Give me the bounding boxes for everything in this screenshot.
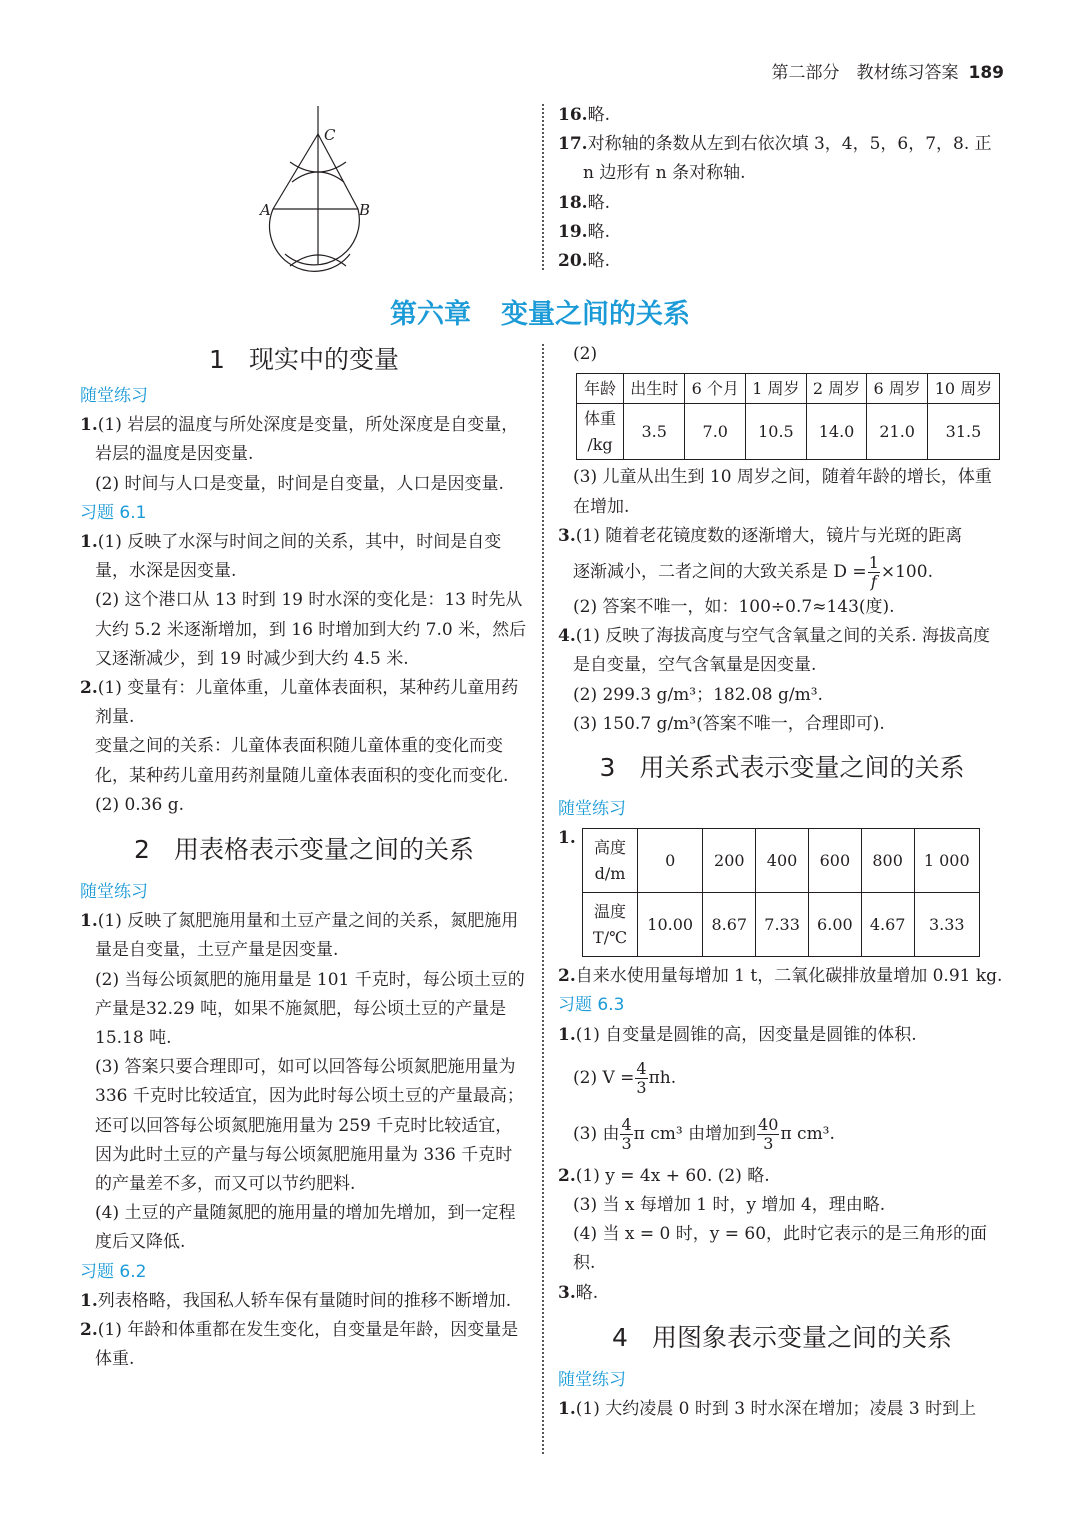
- text-line: (1) 反映了水深与时间之间的关系，其中，时间是自变量，水深是因变量.: [95, 532, 502, 582]
- text-line: 略.: [575, 1282, 599, 1303]
- text-line: 18.: [558, 192, 588, 213]
- text-line: 对称轴的条数从左到右依次填 3，4，5，6，7，8. 正 n 边形有 n 条对称轴.: [583, 134, 992, 184]
- text-line: 4.67: [861, 893, 914, 957]
- text-line: 2: [134, 835, 150, 865]
- paragraph: [558, 189, 1006, 218]
- fraction-4-3-b: [620, 1116, 632, 1153]
- paragraph: [558, 218, 1006, 247]
- text-line: 温度 T/℃: [583, 893, 638, 957]
- paragraph: [558, 1162, 1006, 1191]
- exercise-6-1-heading: 习题 6.1: [80, 502, 147, 523]
- page-header: [772, 58, 1005, 83]
- text-line: π cm³.: [780, 1123, 835, 1144]
- fraction-1-over-f: [868, 554, 880, 591]
- text-line: 8.67: [703, 893, 756, 957]
- text-line: f: [870, 572, 877, 592]
- table-part: [583, 893, 980, 957]
- s4-practice-heading: 随堂练习: [558, 1369, 626, 1390]
- text-line: 2 周岁: [806, 374, 867, 404]
- s2-practice-heading: 随堂练习: [80, 882, 148, 903]
- text-line: 用关系式表示变量之间的关系: [639, 753, 965, 783]
- paragraph: [558, 1021, 1006, 1050]
- text-line: (3) 答案只要合理即可，如可以回答每公顷氮肥施用量为336 千克时比较适宜，因为此时每公顷土豆的产量最高；还可以回答每公顷氮肥施用量为 259 千克时比较适宜，因为此时土豆的产量与每公顷氮肥施用量为 336 千克时的产量差不多，而又可以节约肥料.: [95, 1057, 524, 1195]
- text-line: 21.0: [867, 404, 928, 460]
- text-line: 自来水使用量每增加 1 t，二氧化碳排放量增加 0.91 kg.: [575, 966, 1003, 987]
- text-line: 略.: [587, 105, 610, 125]
- age-weight-table: [576, 373, 1000, 460]
- text-line: 1.: [558, 1024, 576, 1045]
- paragraph: [558, 522, 1006, 551]
- text-line: (1) 反映了氮肥施用量和土豆产量之间的关系，氮肥施用量是自变量，土豆产量是因变量.: [95, 911, 519, 961]
- text-line: 1: [868, 553, 879, 573]
- text-line: 第六章: [390, 299, 471, 330]
- text-line: 用图象表示变量之间的关系: [651, 1322, 952, 1352]
- paragraph: [558, 1050, 1006, 1106]
- height-temperature-block: [558, 824, 1006, 962]
- text-line: 3: [621, 1133, 632, 1153]
- text-line: (1) 随着老花镜度数的逐渐增大，镜片与光斑的距离: [575, 525, 963, 546]
- paragraph: [558, 622, 1006, 680]
- text-line: 1 周岁: [746, 374, 807, 404]
- text-line: 年龄: [577, 374, 624, 404]
- text-line: (1) y = 4x + 60. (2) 略.: [575, 1165, 770, 1186]
- text-line: 1.: [80, 415, 98, 436]
- page-number: 189: [968, 63, 1004, 83]
- text-line: (2) 这个港口从 13 时到 19 时水深的变化是：13 时先从大约 5.2 米逐渐增加，到 16 时增加到大约 7.0 米，然后又逐渐减少，到 19 时减少到大约 4.5 米.: [95, 590, 527, 669]
- column-divider: [542, 344, 544, 1454]
- text-line: 10.5: [746, 404, 807, 460]
- text-line: 逐渐减小，二者之间的大致关系是 D =: [573, 562, 867, 583]
- text-line: 400: [756, 829, 809, 893]
- text-line: 1.: [80, 1290, 98, 1311]
- text-line: 4: [612, 1322, 628, 1352]
- label-b: B: [359, 201, 371, 219]
- left-column: [80, 340, 528, 1375]
- text-line: 3.5: [624, 404, 685, 460]
- paragraph: [80, 1287, 528, 1316]
- text-line: 现实中的变量: [248, 345, 399, 374]
- text-line: (1) 大约凌晨 0 时到 3 时水深在增加；凌晨 3 时到上: [575, 1399, 977, 1420]
- paragraph: [80, 528, 528, 586]
- text-line: 3.: [558, 525, 576, 546]
- text-line: (3) 儿童从出生到 10 周岁之间，随着年龄的增长，体重在增加.: [573, 467, 992, 517]
- table-part: [583, 829, 980, 893]
- s3-practice-heading: 随堂练习: [558, 799, 626, 820]
- label-c: C: [324, 126, 336, 144]
- text-line: 1: [209, 345, 225, 374]
- text-line: 3: [599, 753, 616, 783]
- height-temperature-table: [582, 828, 980, 957]
- text-line: 3.33: [914, 893, 979, 957]
- paragraph: [558, 247, 1006, 276]
- text-line: 出生时: [624, 374, 685, 404]
- text-line: 7.0: [685, 404, 746, 460]
- section-1-title: [80, 340, 528, 382]
- answers-16-20: [558, 101, 1006, 276]
- paragraph: [558, 962, 1006, 991]
- text-line: 1.: [80, 532, 98, 553]
- text-line: (4) 当 x = 0 时，y = 60，此时它表示的是三角形的面积.: [573, 1224, 988, 1274]
- text-line: (2) 答案不唯一，如：100÷0.7≈143(度).: [573, 597, 895, 618]
- text-line: 用表格表示变量之间的关系: [173, 835, 474, 865]
- paragraph: [558, 101, 1006, 130]
- text-line: 体重 /kg: [577, 404, 624, 460]
- text-line: 变量之间的关系：儿童体表面积随儿童体重的变化而变化，某种药儿童用药剂量随儿童体表面积的变化而变化.: [95, 736, 509, 786]
- paragraph: [80, 907, 528, 965]
- text-line: 4: [636, 1058, 647, 1078]
- text-line: 20.: [558, 251, 588, 272]
- text-line: (1) 岩层的温度与所处深度是变量，所处深度是自变量，岩层的温度是因变量.: [95, 415, 519, 465]
- paragraph: [558, 130, 1006, 188]
- text-line: (2) 当每公顷氮肥的施用量是 101 千克时，每公顷土豆的产量是32.29 吨，如果不施氮肥，每公顷土豆的产量是15.18 吨.: [95, 969, 525, 1049]
- fraction-40-3: [757, 1116, 779, 1153]
- text-line: 800: [861, 829, 914, 893]
- text-line: 2.: [80, 678, 98, 699]
- text-line: 6 周岁: [867, 374, 928, 404]
- table-part: [577, 404, 1000, 460]
- text-line: π cm³ 由增加到: [633, 1123, 757, 1144]
- text-line: 3.: [558, 1282, 576, 1303]
- s1-practice-heading: 随堂练习: [80, 386, 148, 406]
- text-line: 2.: [558, 966, 576, 987]
- right-column: [558, 340, 1006, 1424]
- text-line: (1) 变量有：儿童体重，儿童体表面积，某种药儿童用药剂量.: [95, 678, 519, 728]
- text-line: (2) 299.3 g/m³；182.08 g/m³.: [573, 684, 823, 705]
- paragraph: [558, 1395, 1006, 1424]
- text-line: 40: [758, 1114, 779, 1134]
- text-line: (3) 当 x 每增加 1 时，y 增加 4，理由略.: [573, 1195, 886, 1216]
- text-line: 4: [621, 1114, 632, 1134]
- text-line: 7.33: [756, 893, 809, 957]
- text-line: 1.: [80, 911, 98, 932]
- text-line: 1 000: [914, 829, 979, 893]
- construction-figure: [250, 104, 390, 274]
- label-a: A: [260, 201, 271, 219]
- text-line: 高度 d/m: [583, 829, 638, 893]
- text-line: 0: [638, 829, 703, 893]
- text-line: (2) 0.36 g.: [95, 794, 185, 815]
- text-line: 1.: [558, 828, 576, 849]
- text-line: 600: [808, 829, 861, 893]
- section-4-title: [558, 1308, 1006, 1366]
- paragraph: [80, 1316, 528, 1374]
- text-line: 19.: [558, 221, 588, 242]
- text-line: 200: [703, 829, 756, 893]
- text-line: ×100.: [880, 562, 933, 583]
- text-line: 略.: [587, 221, 610, 242]
- paragraph: [558, 1106, 1006, 1162]
- text-line: 变量之间的关系: [501, 299, 690, 330]
- text-line: (1) 自变量是圆锥的高，因变量是圆锥的体积.: [575, 1024, 917, 1045]
- text-line: 17.: [558, 134, 588, 155]
- exercise-6-2-heading: 习题 6.2: [80, 1261, 147, 1282]
- text-line: 14.0: [806, 404, 867, 460]
- text-line: 列表格略，我国私人轿车保有量随时间的推移不断增加.: [97, 1290, 512, 1311]
- text-line: 4.: [558, 626, 576, 647]
- text-line: 略.: [587, 192, 610, 213]
- text-line: (2): [573, 344, 598, 364]
- chapter-title: [0, 292, 1080, 331]
- text-line: 16.: [558, 105, 588, 125]
- text-line: (1) 反映了海拔高度与空气含氧量之间的关系. 海拔高度是自变量，空气含氧量是因变量.: [573, 626, 991, 676]
- table-part: [577, 374, 1000, 404]
- text-line: (3) 由: [573, 1123, 620, 1144]
- text-line: 3: [763, 1133, 774, 1153]
- text-line: 6 个月: [685, 374, 746, 404]
- text-line: (4) 土豆的产量随氮肥的施用量的增加先增加，到一定程度后又降低.: [95, 1203, 516, 1253]
- section-3-title: [558, 739, 1006, 795]
- exercise-6-3-heading: 习题 6.3: [558, 995, 625, 1016]
- text-line: 6.00: [808, 893, 861, 957]
- text-line: (2) V =: [573, 1067, 635, 1088]
- text-line: (1) 年龄和体重都在发生变化，自变量是年龄，因变量是体重.: [95, 1320, 519, 1370]
- text-line: 2.: [558, 1165, 576, 1186]
- header-part: 第二部分 教材练习答案: [771, 63, 959, 83]
- fraction-4-3: [635, 1060, 647, 1097]
- text-line: 1.: [558, 1399, 576, 1420]
- paragraph: [558, 551, 1006, 593]
- paragraph: [80, 411, 528, 469]
- arc-a: [270, 209, 350, 271]
- text-line: 31.5: [927, 404, 999, 460]
- text-line: 略.: [587, 251, 610, 272]
- text-line: 2.: [80, 1320, 98, 1341]
- text-line: 10.00: [638, 893, 703, 957]
- paragraph: [558, 1279, 1006, 1308]
- paragraph: [80, 674, 528, 732]
- text-line: πh.: [648, 1067, 677, 1088]
- section-2-title: [80, 820, 528, 878]
- text-line: (2) 时间与人口是变量，时间是自变量，人口是因变量.: [95, 473, 504, 494]
- text-line: 3: [636, 1077, 647, 1097]
- text-line: 10 周岁: [927, 374, 999, 404]
- column-divider-top: [542, 104, 544, 270]
- text-line: (3) 150.7 g/m³(答案不唯一，合理即可).: [573, 713, 885, 734]
